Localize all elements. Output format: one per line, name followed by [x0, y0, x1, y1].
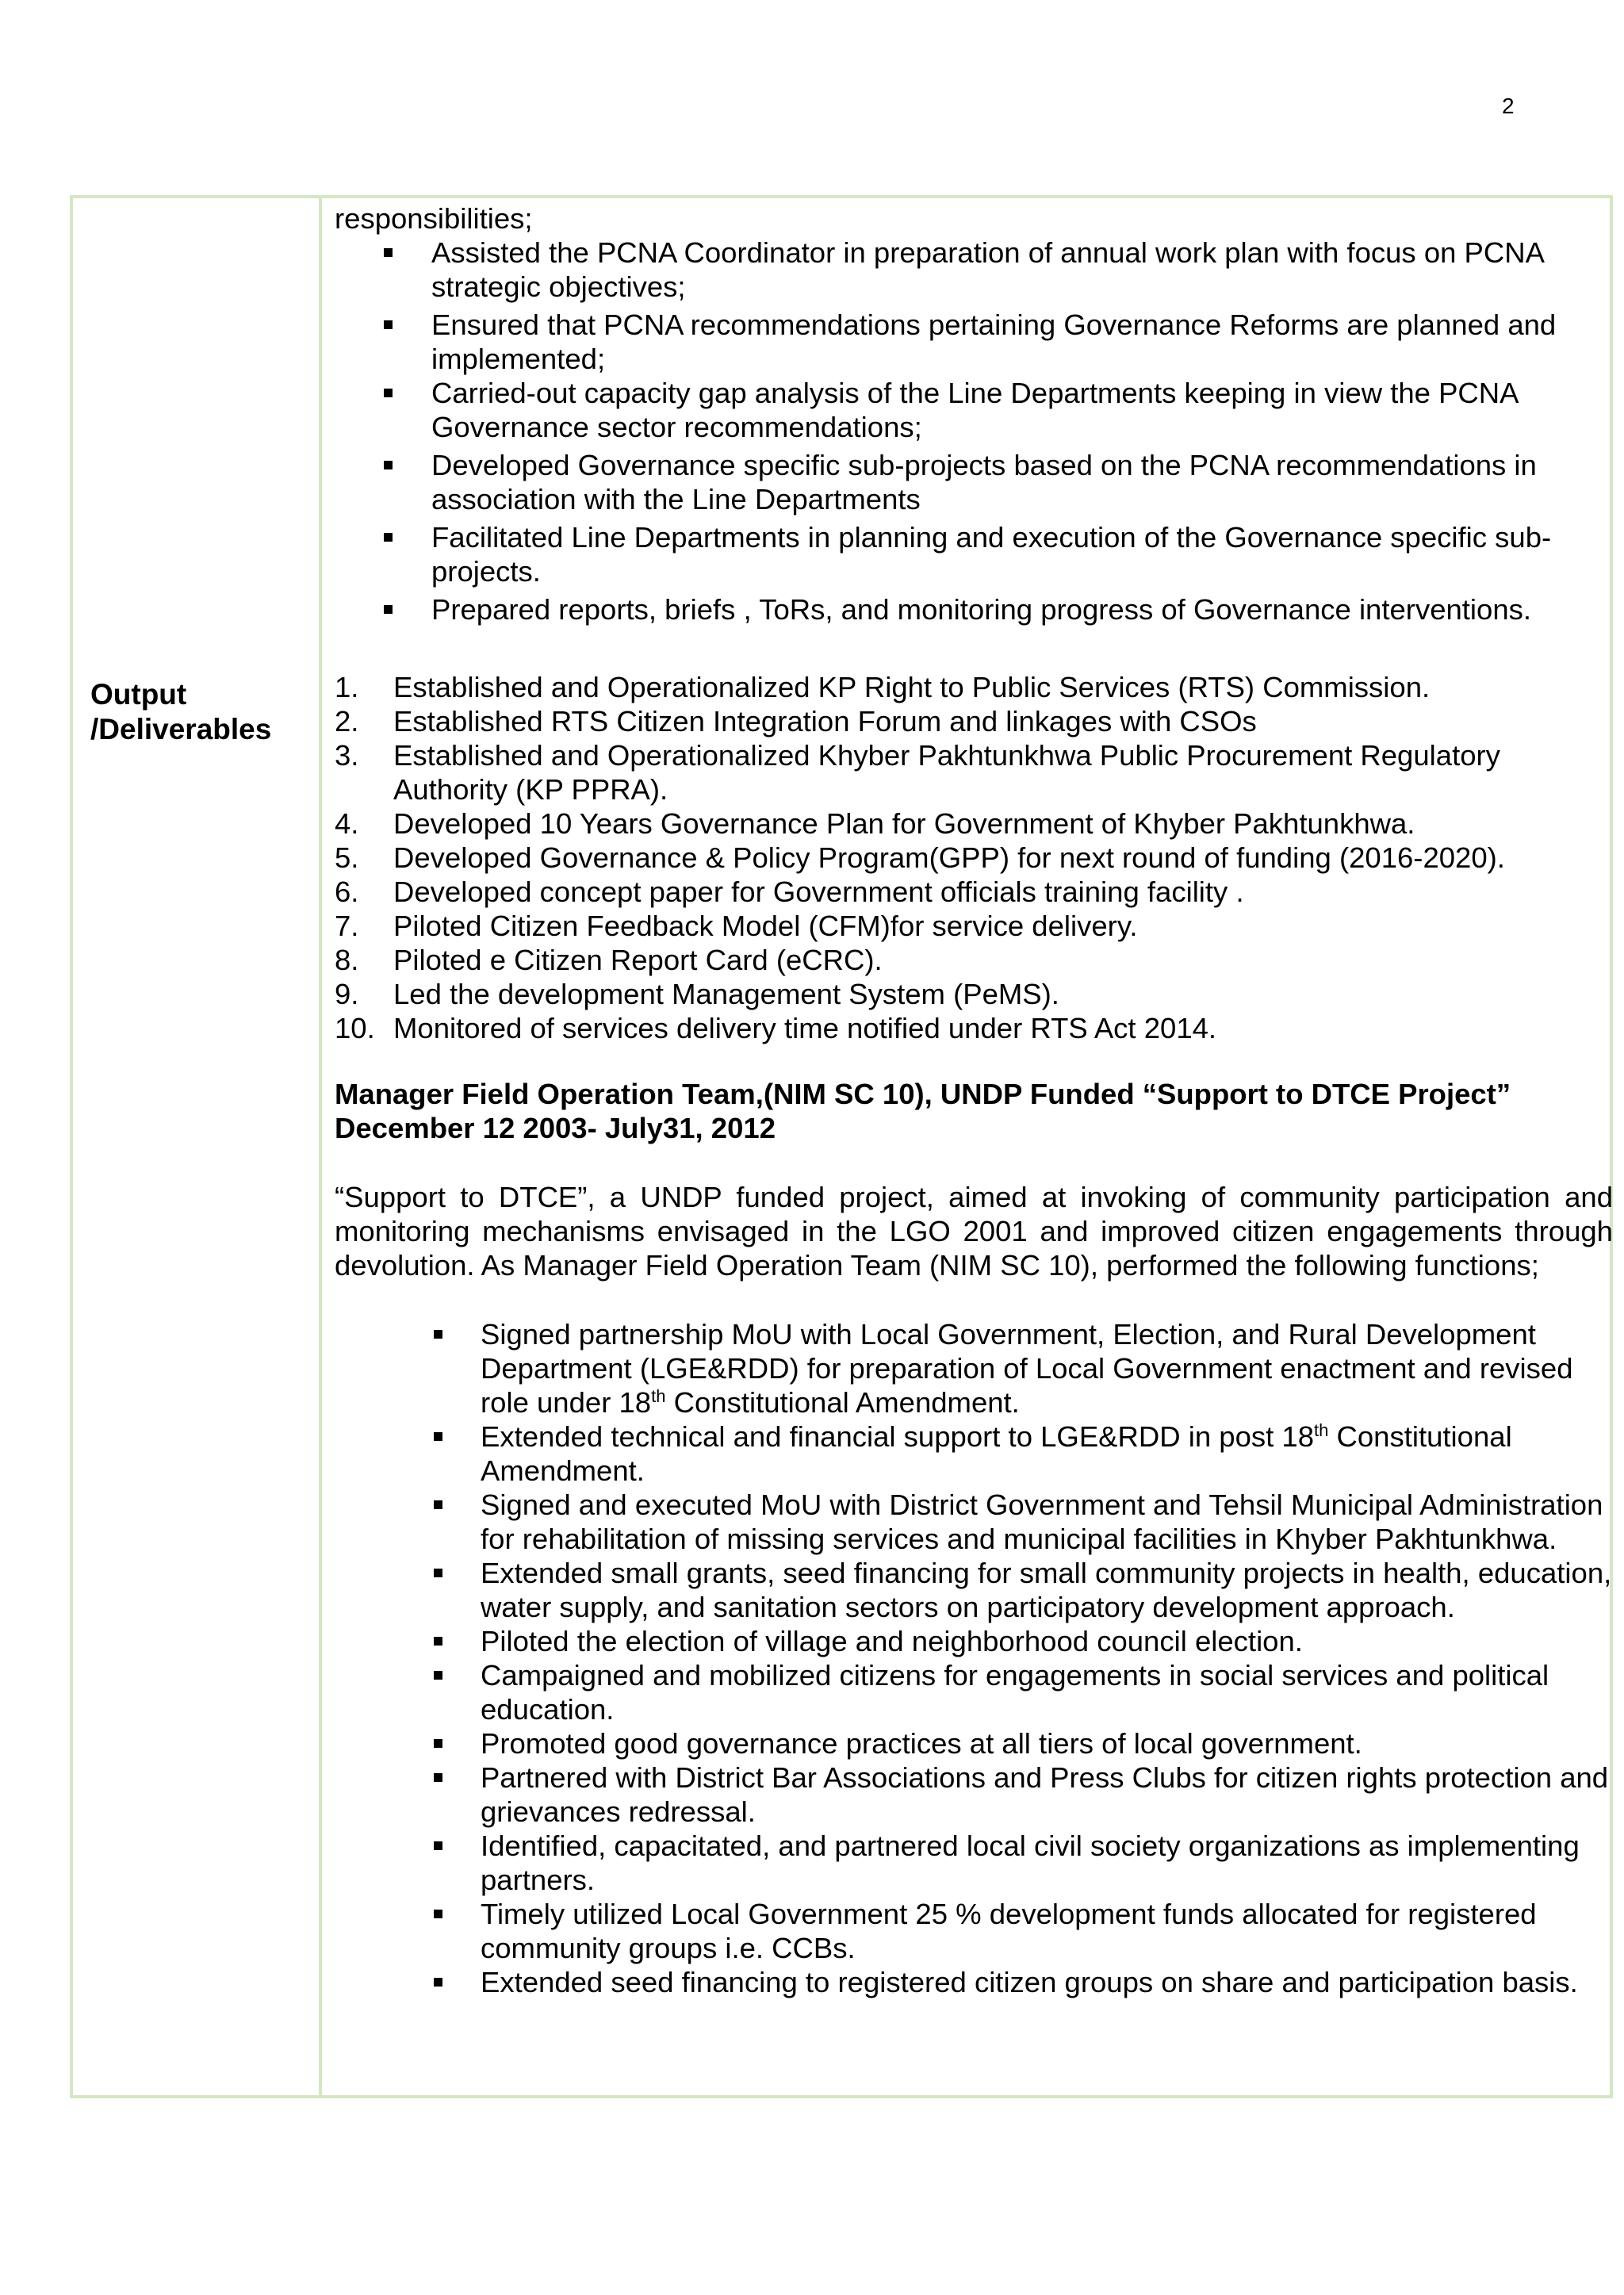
list-item: [335, 909, 1613, 943]
list-item: [335, 807, 1613, 841]
list-item: Developed Governance specific sub-projects based on the PCNA recommendations in association with the Line Departments: [335, 448, 1613, 516]
column-divider: [319, 198, 322, 2095]
list-item: Identified, capacitated, and partnered local civil society organizations as implementing partners.: [335, 1829, 1613, 1897]
list-item: Assisted the PCNA Coordinator in preparation of annual work plan with focus on PCNA strategic objectives;: [335, 236, 1613, 304]
job-title-dates: December 12 2003- July31, 2012: [335, 1112, 776, 1144]
item-text: Established and Operationalized KP Right to Public Services (RTS) Commission.: [393, 671, 1431, 703]
page-number: 2: [1502, 94, 1515, 118]
item-text: Developed Governance & Policy Program(GPP) for next round of funding (2016-2020).: [393, 841, 1505, 874]
section-content: [335, 201, 1613, 1999]
lead-in-text: responsibilities;: [335, 202, 533, 235]
item-text: Developed 10 Years Governance Plan for Government of Khyber Pakhtunkhwa.: [393, 807, 1415, 840]
item-text: Piloted Citizen Feedback Model (CFM)for service delivery.: [393, 910, 1138, 942]
item-number: 8.: [335, 944, 359, 976]
deliverables-list: [335, 670, 1613, 1045]
item-text: Monitored of services delivery time notified under RTS Act 2014.: [393, 1012, 1217, 1044]
item-number: 10.: [335, 1012, 375, 1044]
list-item: Prepared reports, briefs , ToRs, and monitoring progress of Governance interventions.: [335, 592, 1613, 626]
list-item: Piloted the election of village and neighborhood council election.: [335, 1624, 1613, 1658]
item-text: Piloted e Citizen Report Card (eCRC).: [393, 944, 883, 976]
list-item: [335, 943, 1613, 977]
list-item: Timely utilized Local Government 25 % development funds allocated for registered community groups i.e. CCBs.: [335, 1897, 1613, 1965]
item-text: Established and Operationalized Khyber Pakhtunkhwa Public Procurement Regulatory Authority (KP PPRA).: [393, 739, 1500, 806]
item-number: 4.: [335, 807, 359, 840]
cv-table: [70, 195, 1613, 2098]
item-number: 7.: [335, 910, 359, 942]
list-item: [335, 1011, 1613, 1045]
pcna-bullet-list: [335, 236, 1613, 626]
item-number: 3.: [335, 739, 359, 772]
list-item: [335, 738, 1613, 807]
item-number: 5.: [335, 841, 359, 874]
list-item: Facilitated Line Departments in planning and execution of the Governance specific sub-projects.: [335, 520, 1613, 588]
list-item: Promoted good governance practices at all tiers of local government.: [335, 1726, 1613, 1761]
list-item: [335, 841, 1613, 875]
item-number: 1.: [335, 671, 359, 703]
list-item: [335, 977, 1613, 1011]
section-label-line1: Output: [90, 678, 187, 711]
list-item: Signed partnership MoU with Local Government, Election, and Rural Development Department (LGE&RDD) for preparation of Local Government enactment and revised role under 18th Constitutional Amendment.: [335, 1317, 1613, 1420]
list-item: [335, 704, 1613, 738]
item-text: Established RTS Citizen Integration Forum and linkages with CSOs: [393, 705, 1257, 738]
item-text: Led the development Management System (PeMS).: [393, 978, 1059, 1010]
list-item: Extended seed financing to registered citizen groups on share and participation basis.: [335, 1965, 1613, 1999]
list-item: Extended technical and financial support to LGE&RDD in post 18th Constitutional Amendment.: [335, 1420, 1613, 1488]
list-item: Ensured that PCNA recommendations pertaining Governance Reforms are planned and implemented;: [335, 308, 1613, 376]
job-title: [335, 1077, 1613, 1145]
job-summary: “Support to DTCE”, a UNDP funded project, aimed at invoking of community participation and monitoring mechanisms envisaged in the LGO 2001 and improved citizen engagements through devolution. As Manager Field Operation Team (NIM SC 10), performed the following functions;: [335, 1181, 1613, 1282]
section-label: [90, 677, 271, 747]
item-number: 6.: [335, 875, 359, 908]
section-label-line2: /Deliverables: [90, 713, 272, 745]
item-number: 9.: [335, 978, 359, 1010]
list-item: Campaigned and mobilized citizens for engagements in social services and political education.: [335, 1658, 1613, 1726]
list-item: Carried-out capacity gap analysis of the Line Departments keeping in view the PCNA Governance sector recommendations;: [335, 376, 1613, 444]
list-item: Extended small grants, seed financing for small community projects in health, education, water supply, and sanitation sectors on participatory development approach.: [335, 1556, 1613, 1624]
item-number: 2.: [335, 705, 359, 738]
list-item: Signed and executed MoU with District Government and Tehsil Municipal Administration for rehabilitation of missing services and municipal facilities in Khyber Pakhtunkhwa.: [335, 1488, 1613, 1556]
list-item: [335, 875, 1613, 909]
item-text: Developed concept paper for Government officials training facility .: [393, 875, 1244, 908]
job-title-position: Manager Field Operation Team,(NIM SC 10), UNDP Funded “Support to DTCE Project”: [335, 1078, 1511, 1110]
list-item: Partnered with District Bar Associations and Press Clubs for citizen rights protection and grievances redressal.: [335, 1761, 1613, 1829]
list-item: [335, 670, 1613, 704]
duties-list: [335, 1317, 1613, 1999]
